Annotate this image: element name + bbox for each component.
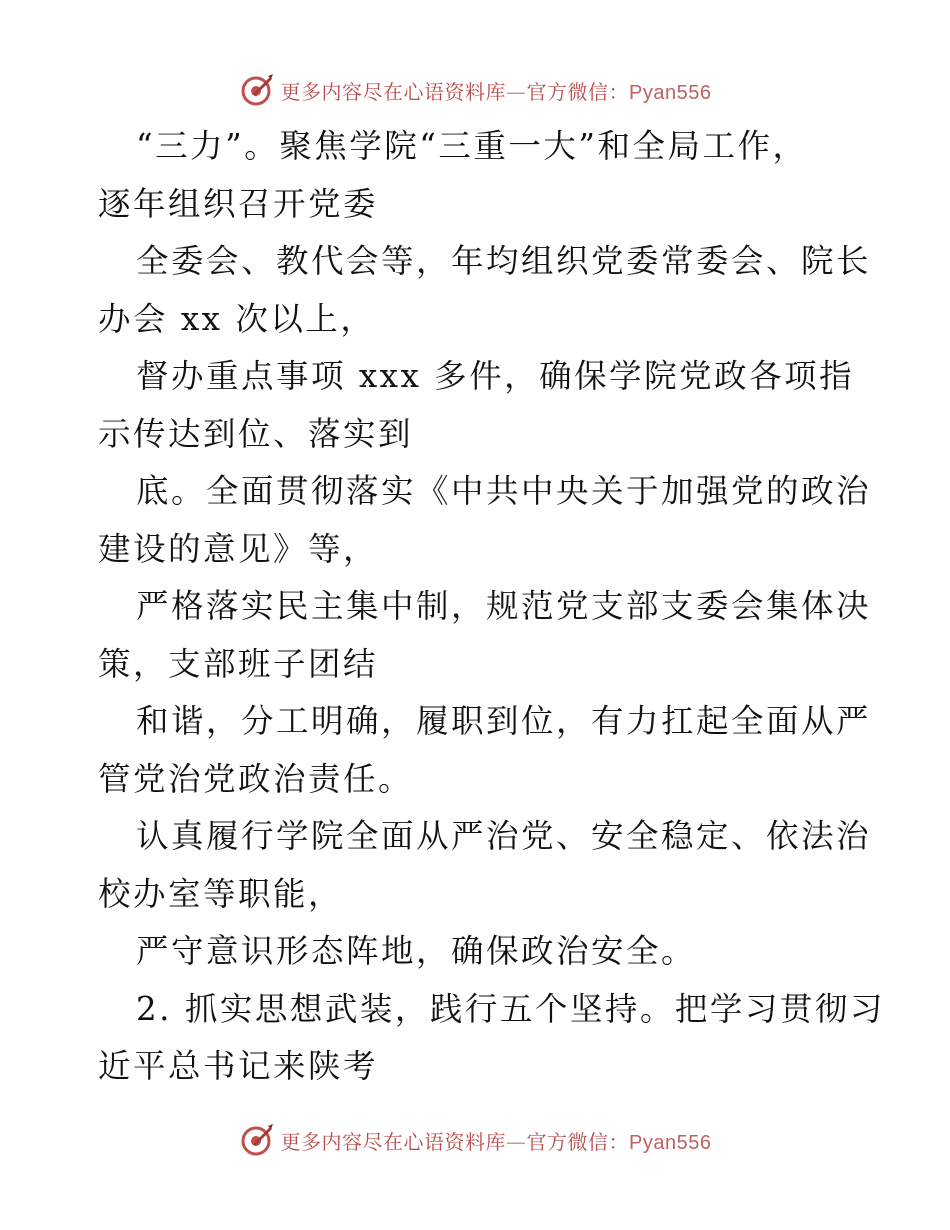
- banner-dash: —: [506, 79, 527, 104]
- banner-wechat-label: 官方微信：: [526, 1129, 630, 1154]
- text-line: 逐年组织召开党委: [98, 184, 379, 223]
- banner-wechat-id: Pyan556: [629, 81, 712, 104]
- text-line: 管党治党政治责任。: [98, 759, 414, 798]
- banner-main-text: 更多内容尽在心语资料库: [280, 79, 507, 104]
- text-line: 近平总书记来陕考: [98, 1047, 379, 1085]
- text-line: 底。全面贯彻落实《中共中央关于加强党的政治: [136, 472, 872, 510]
- text-line: 全委会、教代会等，年均组织党委常委会、院长: [136, 242, 872, 280]
- text-line: 策，支部班子团结: [98, 644, 379, 683]
- text-line: 严格落实民主集中制，规范党支部支委会集体决: [136, 587, 872, 625]
- banner-wechat-id: Pyan556: [629, 1131, 712, 1154]
- text-line: 2. 抓实思想武装，践行五个坚持。把学习贯彻习: [136, 989, 885, 1028]
- quill-logo-icon: [239, 72, 275, 108]
- banner-text: [281, 1126, 712, 1155]
- text-line: 严守意识形态阵地，确保政治安全。: [136, 932, 697, 970]
- header-banner: [0, 70, 950, 110]
- text-line: 办会 xx 次以上，: [98, 299, 376, 338]
- quill-logo-icon: [239, 1122, 275, 1158]
- text-line: 认真履行学院全面从严治党、安全稳定、依法治: [136, 817, 872, 855]
- footer-banner: [0, 1120, 950, 1160]
- banner-wechat-label: 官方微信：: [526, 79, 630, 104]
- banner-text: [281, 76, 712, 105]
- banner-dash: —: [506, 1129, 527, 1154]
- text-line: 督办重点事项 xxx 多件，确保学院党政各项指: [136, 357, 855, 395]
- banner-main-text: 更多内容尽在心语资料库: [280, 1129, 507, 1154]
- text-line: 建设的意见》等，: [98, 529, 379, 568]
- text-line: 示传达到位、落实到: [98, 414, 414, 453]
- document-body: [98, 118, 885, 1096]
- text-line: 校办室等职能，: [98, 874, 344, 913]
- text-line: 和谐，分工明确，履职到位，有力扛起全面从严: [136, 702, 872, 740]
- text-line: “三力”。聚焦学院“三重一大”和全局工作，: [136, 127, 808, 165]
